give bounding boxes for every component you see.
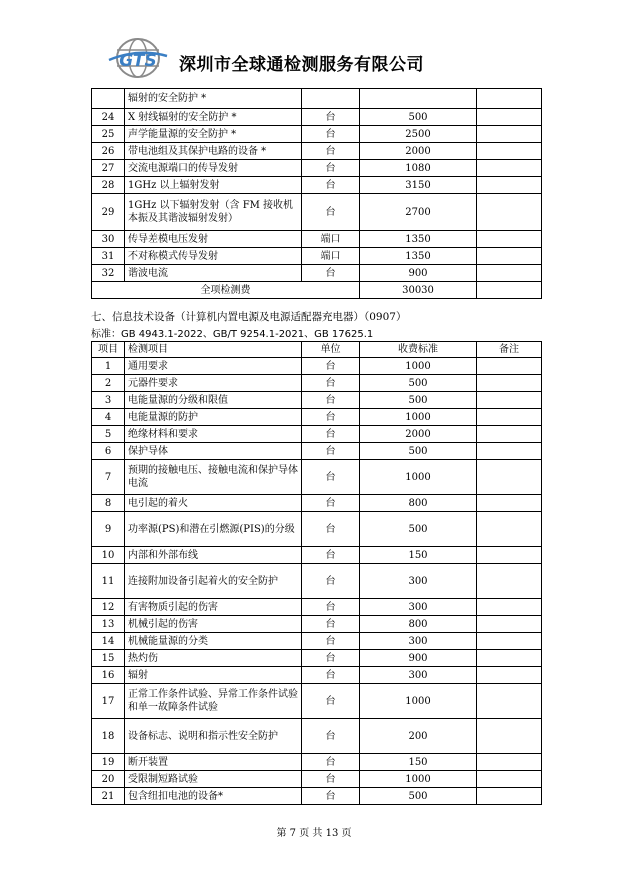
table-row bbox=[92, 771, 542, 788]
row-item: 内部和外部布线 bbox=[125, 547, 302, 564]
table-row bbox=[92, 443, 542, 460]
row-note bbox=[477, 177, 542, 194]
table-row bbox=[92, 231, 542, 248]
row-fee: 500 bbox=[360, 443, 477, 460]
table-row bbox=[92, 143, 542, 160]
table-row bbox=[92, 409, 542, 426]
row-unit: 台 bbox=[302, 633, 360, 650]
row-number: 25 bbox=[92, 126, 125, 143]
row-item: 电引起的着火 bbox=[125, 495, 302, 512]
row-unit: 台 bbox=[302, 358, 360, 375]
row-fee: 500 bbox=[360, 788, 477, 805]
row-note bbox=[477, 512, 542, 547]
row-fee: 200 bbox=[360, 719, 477, 754]
row-note bbox=[477, 684, 542, 719]
row-fee: 300 bbox=[360, 599, 477, 616]
row-note bbox=[477, 392, 542, 409]
row-unit: 台 bbox=[302, 719, 360, 754]
row-fee: 500 bbox=[360, 109, 477, 126]
row-number: 16 bbox=[92, 667, 125, 684]
row-unit: 台 bbox=[302, 375, 360, 392]
row-item: 传导差模电压发射 bbox=[125, 231, 302, 248]
row-unit: 台 bbox=[302, 426, 360, 443]
row-item: 不对称模式传导发射 bbox=[125, 248, 302, 265]
header-fee: 收费标准 bbox=[360, 342, 477, 358]
row-note bbox=[477, 599, 542, 616]
row-note bbox=[477, 460, 542, 495]
row-number: 20 bbox=[92, 771, 125, 788]
row-fee: 500 bbox=[360, 375, 477, 392]
section-title: 七、信息技术设备（计算机内置电源及电源适配器充电器）（0907） bbox=[91, 311, 407, 323]
row-number: 27 bbox=[92, 160, 125, 177]
row-fee: 1000 bbox=[360, 771, 477, 788]
row-number: 10 bbox=[92, 547, 125, 564]
row-note bbox=[477, 633, 542, 650]
row-unit: 台 bbox=[302, 495, 360, 512]
row-item: 正常工作条件试验、异常工作条件试验和单一故障条件试验 bbox=[125, 684, 302, 719]
row-note bbox=[477, 89, 542, 109]
row-number: 24 bbox=[92, 109, 125, 126]
total-row bbox=[92, 282, 542, 299]
row-unit: 台 bbox=[302, 512, 360, 547]
row-note bbox=[477, 650, 542, 667]
row-unit: 台 bbox=[302, 177, 360, 194]
row-item: 热灼伤 bbox=[125, 650, 302, 667]
row-fee: 2500 bbox=[360, 126, 477, 143]
row-number: 2 bbox=[92, 375, 125, 392]
row-note bbox=[477, 788, 542, 805]
header-no: 项目 bbox=[92, 342, 125, 358]
row-item: X 射线辐射的安全防护 * bbox=[125, 109, 302, 126]
row-note bbox=[477, 616, 542, 633]
row-note bbox=[477, 231, 542, 248]
row-note bbox=[477, 375, 542, 392]
row-unit: 台 bbox=[302, 109, 360, 126]
row-number: 32 bbox=[92, 265, 125, 282]
table-row bbox=[92, 633, 542, 650]
table-row bbox=[92, 89, 542, 109]
row-fee: 2700 bbox=[360, 194, 477, 231]
row-fee: 900 bbox=[360, 650, 477, 667]
row-fee: 800 bbox=[360, 616, 477, 633]
row-fee: 1000 bbox=[360, 684, 477, 719]
row-note bbox=[477, 547, 542, 564]
row-number: 12 bbox=[92, 599, 125, 616]
row-unit: 端口 bbox=[302, 248, 360, 265]
row-fee: 300 bbox=[360, 667, 477, 684]
table-row bbox=[92, 719, 542, 754]
row-item: 声学能量源的安全防护 * bbox=[125, 126, 302, 143]
table-row bbox=[92, 460, 542, 495]
table-row bbox=[92, 650, 542, 667]
header-unit: 单位 bbox=[302, 342, 360, 358]
row-fee: 500 bbox=[360, 392, 477, 409]
table-row bbox=[92, 564, 542, 599]
row-note bbox=[477, 248, 542, 265]
table-header-row bbox=[92, 342, 542, 358]
standard-line: 标准：GB 4943.1-2022、GB/T 9254.1-2021、GB 17625.1 bbox=[91, 329, 374, 340]
table-row bbox=[92, 599, 542, 616]
table-row bbox=[92, 788, 542, 805]
row-unit: 台 bbox=[302, 650, 360, 667]
row-item: 功率源(PS)和潜在引燃源(PIS)的分级 bbox=[125, 512, 302, 547]
row-fee: 1000 bbox=[360, 460, 477, 495]
row-note bbox=[477, 265, 542, 282]
row-fee: 300 bbox=[360, 564, 477, 599]
row-number: 26 bbox=[92, 143, 125, 160]
row-item: 绝缘材料和要求 bbox=[125, 426, 302, 443]
table-row bbox=[92, 754, 542, 771]
row-unit: 台 bbox=[302, 547, 360, 564]
row-item: 连接附加设备引起着火的安全防护 bbox=[125, 564, 302, 599]
row-item: 辐射 bbox=[125, 667, 302, 684]
table-row bbox=[92, 375, 542, 392]
row-number: 19 bbox=[92, 754, 125, 771]
table-row bbox=[92, 194, 542, 231]
row-number: 5 bbox=[92, 426, 125, 443]
fee-table-it-equipment bbox=[91, 341, 542, 805]
row-item: 包含纽扣电池的设备* bbox=[125, 788, 302, 805]
row-unit: 台 bbox=[302, 126, 360, 143]
row-item: 预期的接触电压、接触电流和保护导体电流 bbox=[125, 460, 302, 495]
table-row bbox=[92, 248, 542, 265]
row-item: 设备标志、说明和指示性安全防护 bbox=[125, 719, 302, 754]
row-number: 17 bbox=[92, 684, 125, 719]
row-number bbox=[92, 89, 125, 109]
logo-text: GTS bbox=[119, 51, 157, 71]
table-row bbox=[92, 358, 542, 375]
row-number: 4 bbox=[92, 409, 125, 426]
row-number: 8 bbox=[92, 495, 125, 512]
row-unit: 台 bbox=[302, 392, 360, 409]
row-number: 18 bbox=[92, 719, 125, 754]
table-row bbox=[92, 426, 542, 443]
row-unit: 台 bbox=[302, 564, 360, 599]
company-name: 深圳市全球通检测服务有限公司 bbox=[179, 55, 424, 75]
row-item: 机械能量源的分类 bbox=[125, 633, 302, 650]
row-note bbox=[477, 667, 542, 684]
row-fee: 2000 bbox=[360, 426, 477, 443]
row-item: 辐射的安全防护 * bbox=[125, 89, 302, 109]
header-note: 备注 bbox=[477, 342, 542, 358]
row-item: 交流电源端口的传导发射 bbox=[125, 160, 302, 177]
row-item: 有害物质引起的伤害 bbox=[125, 599, 302, 616]
row-fee: 1000 bbox=[360, 358, 477, 375]
table-row bbox=[92, 109, 542, 126]
row-unit: 台 bbox=[302, 143, 360, 160]
header-item: 检测项目 bbox=[125, 342, 302, 358]
row-note bbox=[477, 358, 542, 375]
row-fee: 1080 bbox=[360, 160, 477, 177]
row-note bbox=[477, 409, 542, 426]
row-number: 1 bbox=[92, 358, 125, 375]
row-fee: 300 bbox=[360, 633, 477, 650]
row-fee: 800 bbox=[360, 495, 477, 512]
row-fee bbox=[360, 89, 477, 109]
row-unit: 台 bbox=[302, 409, 360, 426]
row-note bbox=[477, 771, 542, 788]
table-row bbox=[92, 547, 542, 564]
row-item: 机械引起的伤害 bbox=[125, 616, 302, 633]
table-row bbox=[92, 495, 542, 512]
row-fee: 1000 bbox=[360, 409, 477, 426]
row-fee: 1350 bbox=[360, 231, 477, 248]
row-number: 31 bbox=[92, 248, 125, 265]
row-fee: 500 bbox=[360, 512, 477, 547]
row-fee: 150 bbox=[360, 547, 477, 564]
gts-logo bbox=[105, 36, 171, 80]
row-item: 1GHz 以上辐射发射 bbox=[125, 177, 302, 194]
table-row bbox=[92, 616, 542, 633]
row-number: 15 bbox=[92, 650, 125, 667]
row-item: 保护导体 bbox=[125, 443, 302, 460]
fee-table-continued bbox=[91, 88, 542, 299]
row-unit: 端口 bbox=[302, 231, 360, 248]
row-unit: 台 bbox=[302, 616, 360, 633]
row-unit: 台 bbox=[302, 160, 360, 177]
table-row bbox=[92, 512, 542, 547]
row-item: 1GHz 以下辐射发射（含 FM 接收机本振及其谐波辐射发射） bbox=[125, 194, 302, 231]
row-unit: 台 bbox=[302, 771, 360, 788]
row-fee: 3150 bbox=[360, 177, 477, 194]
row-number: 9 bbox=[92, 512, 125, 547]
row-unit: 台 bbox=[302, 599, 360, 616]
row-note bbox=[477, 564, 542, 599]
page-number: 第 7 页 共 13 页 bbox=[276, 828, 352, 839]
table-row bbox=[92, 265, 542, 282]
row-number: 21 bbox=[92, 788, 125, 805]
table-row bbox=[92, 126, 542, 143]
row-unit: 台 bbox=[302, 265, 360, 282]
row-number: 13 bbox=[92, 616, 125, 633]
row-unit: 台 bbox=[302, 788, 360, 805]
row-item: 带电池组及其保护电路的设备 * bbox=[125, 143, 302, 160]
row-item: 电能量源的分级和限值 bbox=[125, 392, 302, 409]
row-fee: 2000 bbox=[360, 143, 477, 160]
row-unit: 台 bbox=[302, 684, 360, 719]
table-row bbox=[92, 177, 542, 194]
row-number: 7 bbox=[92, 460, 125, 495]
row-note bbox=[477, 426, 542, 443]
total-label: 全项检测费 bbox=[92, 282, 360, 299]
row-note bbox=[477, 443, 542, 460]
row-unit: 台 bbox=[302, 460, 360, 495]
row-note bbox=[477, 719, 542, 754]
row-number: 14 bbox=[92, 633, 125, 650]
row-number: 30 bbox=[92, 231, 125, 248]
row-unit: 台 bbox=[302, 443, 360, 460]
row-item: 通用要求 bbox=[125, 358, 302, 375]
row-unit: 台 bbox=[302, 667, 360, 684]
row-number: 6 bbox=[92, 443, 125, 460]
table-row bbox=[92, 667, 542, 684]
row-note bbox=[477, 754, 542, 771]
row-number: 28 bbox=[92, 177, 125, 194]
row-unit: 台 bbox=[302, 194, 360, 231]
row-note bbox=[477, 143, 542, 160]
row-number: 29 bbox=[92, 194, 125, 231]
row-item: 断开装置 bbox=[125, 754, 302, 771]
row-item: 受限制短路试验 bbox=[125, 771, 302, 788]
row-note bbox=[477, 495, 542, 512]
table-row bbox=[92, 684, 542, 719]
row-note bbox=[477, 160, 542, 177]
row-note bbox=[477, 109, 542, 126]
row-unit: 台 bbox=[302, 754, 360, 771]
row-item: 元器件要求 bbox=[125, 375, 302, 392]
header bbox=[105, 36, 525, 80]
table-row bbox=[92, 160, 542, 177]
row-number: 3 bbox=[92, 392, 125, 409]
table-row bbox=[92, 392, 542, 409]
row-fee: 900 bbox=[360, 265, 477, 282]
row-unit bbox=[302, 89, 360, 109]
total-note bbox=[477, 282, 542, 299]
total-value: 30030 bbox=[360, 282, 477, 299]
row-item: 谐波电流 bbox=[125, 265, 302, 282]
row-number: 11 bbox=[92, 564, 125, 599]
row-note bbox=[477, 126, 542, 143]
row-fee: 1350 bbox=[360, 248, 477, 265]
row-item: 电能量源的防护 bbox=[125, 409, 302, 426]
row-fee: 150 bbox=[360, 754, 477, 771]
row-note bbox=[477, 194, 542, 231]
